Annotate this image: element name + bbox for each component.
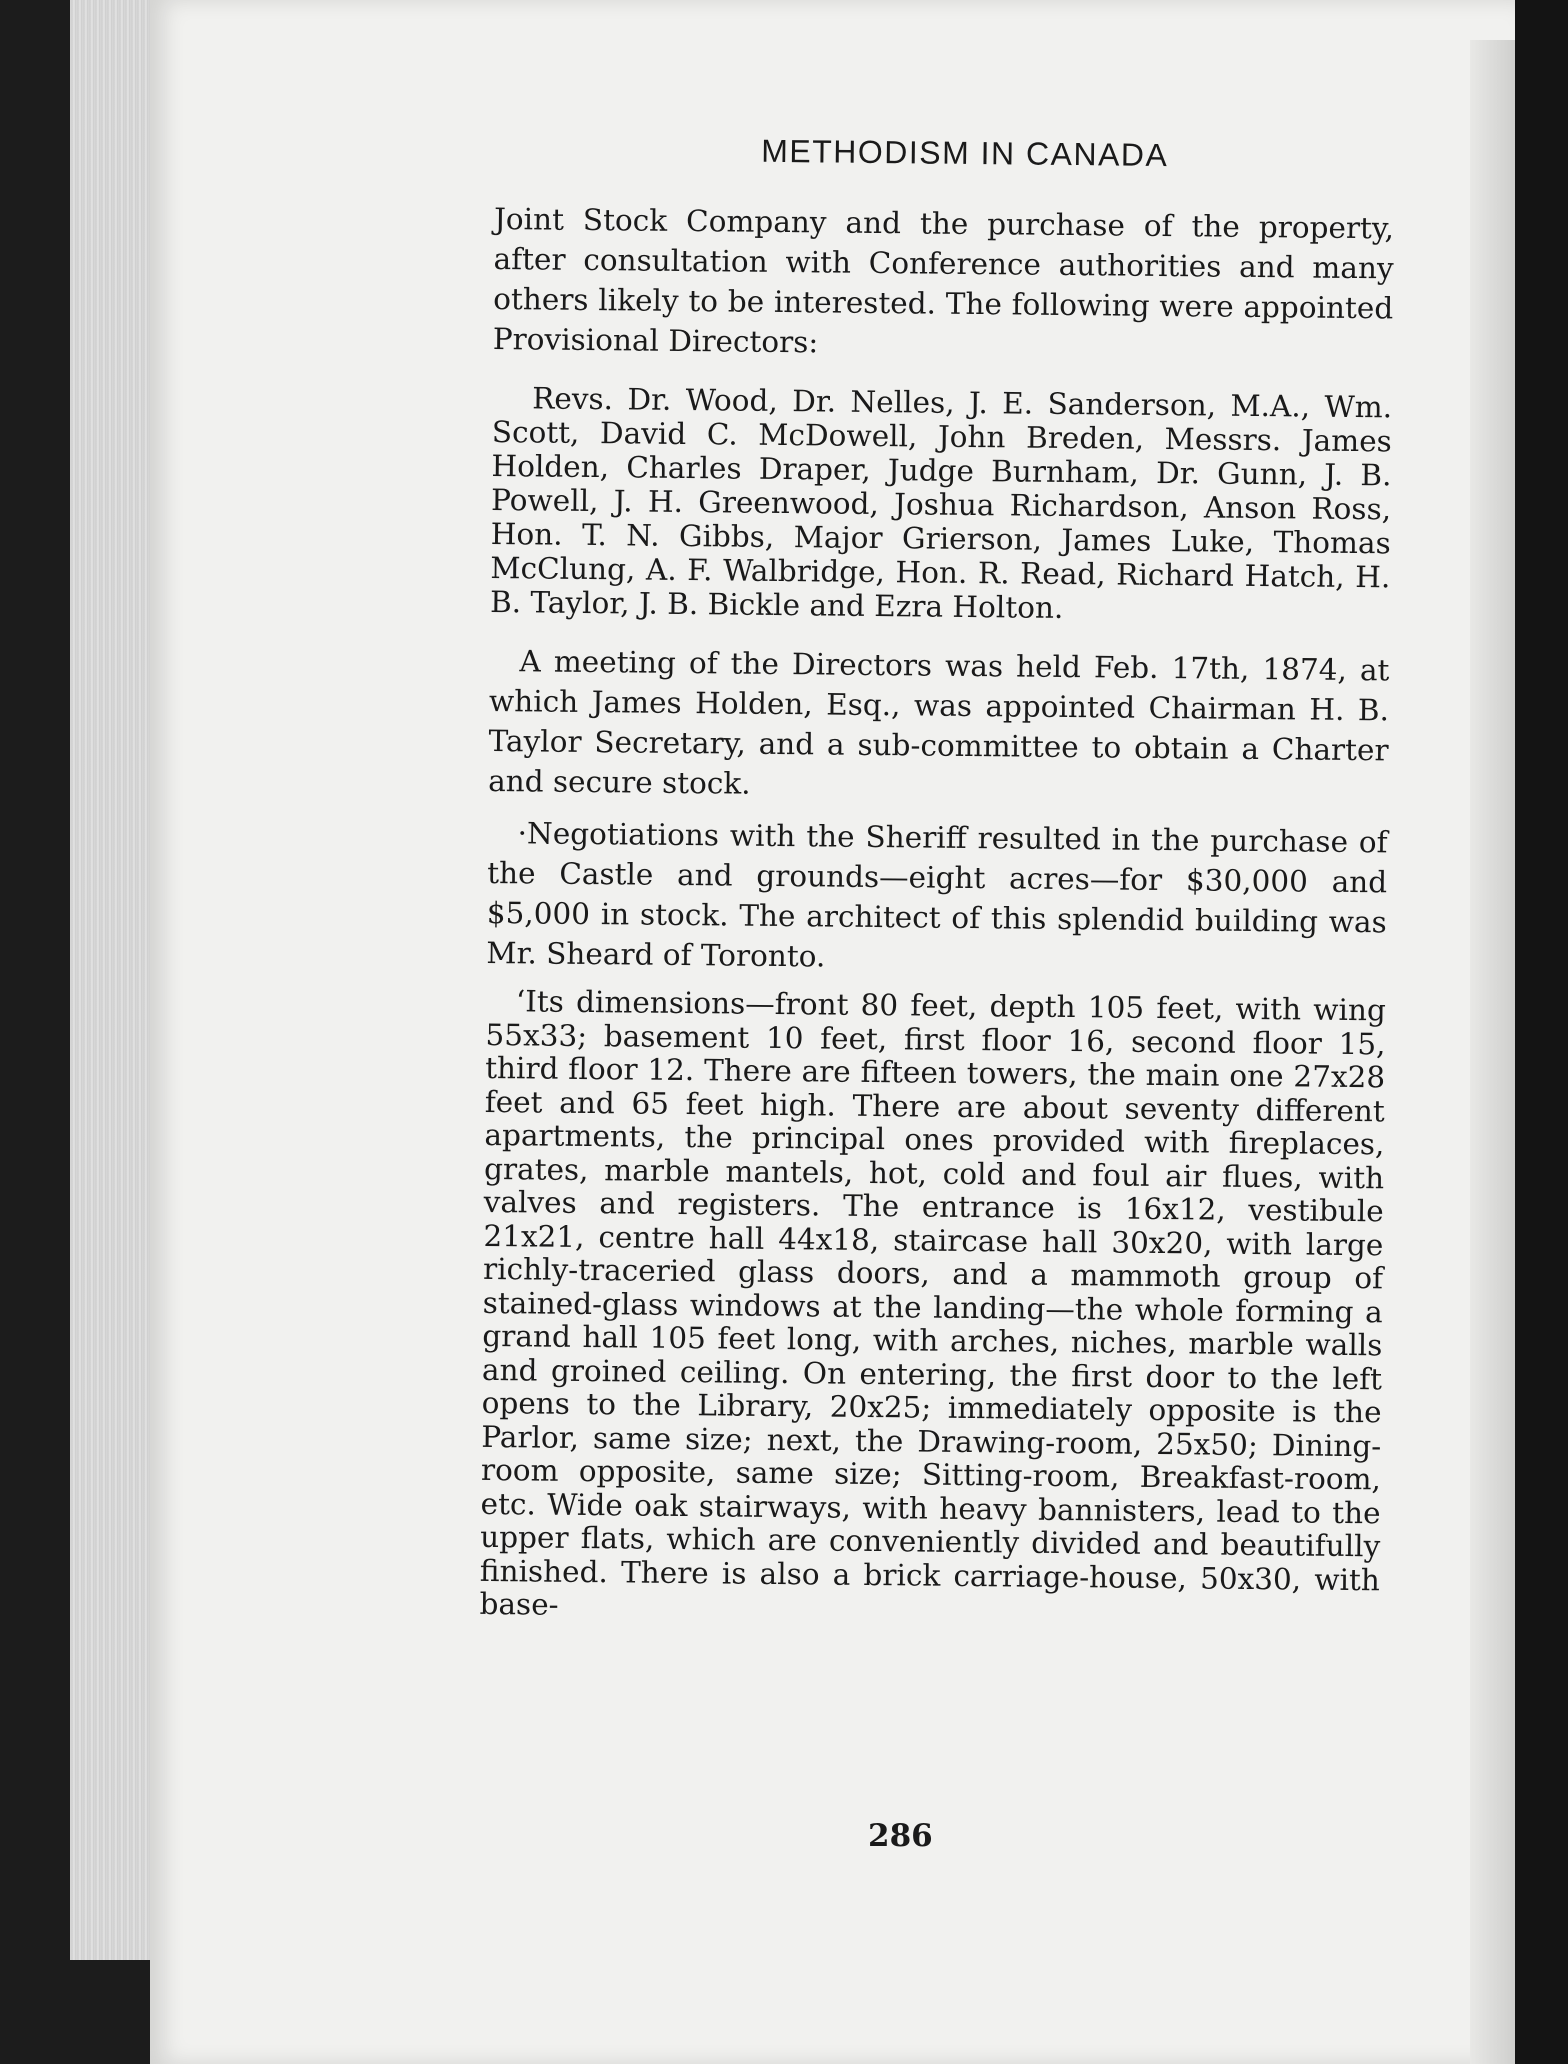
paragraph-joint-stock: Joint Stock Company and the purchase of the property, after consultation with Conference authorities and many others likely to be interested. The following were appointed Provisional Directors:: [492, 201, 1395, 360]
right-page-edge: [1470, 40, 1515, 2064]
paragraph-negotiations: ·Negotiations with the Sheriff resulted in the purchase of the Castle and grounds—eight acres—for $30,000 and $5,000 in stock. The architect of this splendid building was Mr. Sheard of Toronto.: [486, 816, 1388, 974]
paragraph-directors-list: Revs. Dr. Wood, Dr. Nelles, J. E. Sanderson, M.A., Wm. Scott, David C. McDowell, John Breden, Messrs. James Holden, Charles Draper, Judge Burnham, Dr. Gunn, J. B. Powell, J. H. Greenwood, Joshua Richardson, Anson Ross, Hon. T. N. Gibbs, Major Grierson, James Luke, Thomas McClung, A. F. Walbridge, Hon. R. Read, Richard Hatch, H. B. Taylor, J. B. Bickle and Ezra Holton.: [489, 381, 1393, 625]
page-number: 286: [868, 1818, 933, 1854]
paragraph-dimensions: ‘Its dimensions—front 80 feet, depth 105 feet, with wing 55x33; basement 10 feet, first floor 16, second floor 15, third floor 12. There are fifteen towers, the main one 27x28 feet and 65 feet high. There are about seventy different apartments, the principal ones provided with fireplaces, grates, marble mantels, hot, cold and foul air flues, with valves and registers. The entrance is 16x12, vestibule 21x21, centre hall 44x18, staircase hall 30x20, with large richly-traceried glass doors, and a mammoth group of stained-glass windows at the landing—the whole forming a grand hall 105 feet long, with arches, niches, marble walls and groined ceiling. On entering, the first door to the left opens to the Library, 20x25; immediately opposite is the Parlor, same size; next, the Drawing-room, 25x50; Dining-room opposite, same size; Sitting-room, Breakfast-room, etc. Wide oak stairways, with heavy bannisters, lead to the upper flats, which are conveniently divided and beautifully finished. There is also a brick carriage-house, 50x30, with base-: [479, 984, 1387, 1622]
running-head: METHODISM IN CANADA: [761, 132, 1169, 174]
paragraph-meeting: A meeting of the Directors was held Feb. 17th, 1874, at which James Holden, Esq., was appointed Chairman H. B. Taylor Secretary, and a sub-committee to obtain a Charter and secure stock.: [488, 644, 1390, 801]
page-content: [479, 130, 1395, 1643]
scan-background-right: [1515, 0, 1568, 2064]
